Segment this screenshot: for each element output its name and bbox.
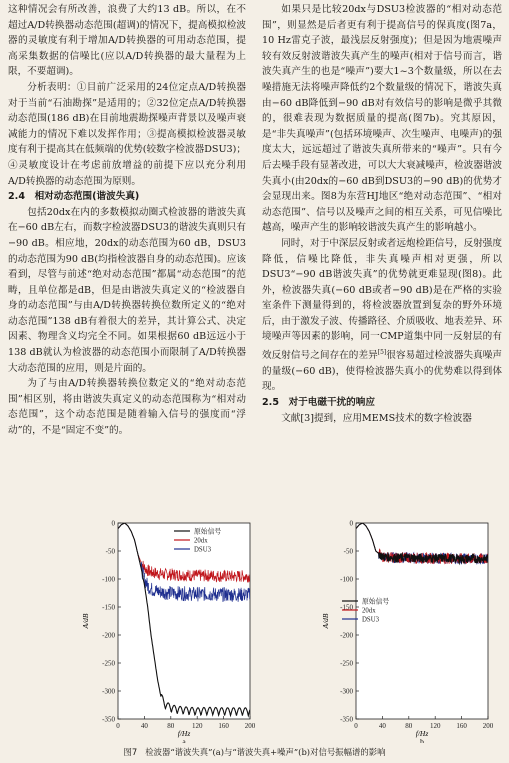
y-tick-label-b-4: -200 [340,631,353,640]
x-tick-label-b-1: 40 [378,722,386,730]
x-tick-label-b-0: 0 [354,722,358,730]
left-paragraph-2: 分析表明：①目前广泛采用的24位定点A/D转换器对于当前“石油勘探”是适用的；②32位定点A/D转换器动态范围(186 dB)在目前地震勘探噪声背景以及噪声衰减能力的情况下难以发挥作用；③提高模拟检波器灵敏度有利于提高其在低频端的优势(较数字检波器DSU3)；④灵敏度设计在考虑前放增益的前提下应以充分利用A/D转换器的动态范围为原则。 [8,81,246,187]
y-tick-label-a-3: -150 [102,603,115,612]
y-tick-label-a-1: -50 [105,547,115,556]
left-paragraph-1: 这种情况会有所改善，浪费了大约13 dB。所以，在不超过A/D转换器动态范围(超调)的情况下，提高模拟检波器的灵敏度有利于增加A/D转换器的可用动态范围，提高采集数据的信噪比(应以A/D转换器的最大量程为上限，不要超调)。 [8,4,246,78]
y-tick-label-b-6: -300 [340,687,353,696]
right-paragraph-1: 如果只是比较20dx与DSU3检波器的“相对动态范围”，则显然是后者更有利于提高信号的保真度(图7a，10 Hz雷克子波，最浅层反射强度)；但是因为地震噪声较有效反射波谐波失真产生的噪声(相对于信号而言，谐波失真产生的也是“噪声”)要大1~3个数量级，所以在去噪措施无法将噪声降低约2个数量级的情况下，谐波失真由−60 dB降低到−90 dB对有效信号的影响是微乎其微的，很难表现为数据质量的提高(图7b)。究其原因，是“非失真噪声”(包括环境噪声、次生噪声、电噪声)的强度太大，远远超过了谐波失真所带来的“噪声”。只有今后去噪手段有显著改进，可以大大衰减噪声，检波器谐波失真小(由20dx的−60 dB到DSU3的−90 dB)的优势才会显现出来。图8为东营HJ地区“绝对动态范围”、“相对动态范围”、信号以及噪声之间的相互关系，可见信噪比越高，噪声产生的影响较谐波失真产生的影响越小。 [262,4,502,234]
legend-label-a-dsu3: DSU3 [194,546,211,554]
legend-label-a-20dx: 20dx [194,537,208,545]
left-paragraph-4: 为了与由A/D转换器转换位数定义的“绝对动态范围”相区别，将由谐波失真定义的动态范围称为“相对动态范围”，这个动态范围是随着输入信号的强度而“浮动”的，不是“固定不变”的。 [8,378,246,437]
legend-label-b-original-signal: 原始信号 [362,598,390,606]
x-axis-label-b: f/Hz [415,729,429,738]
y-tick-label-b-1: -50 [343,547,353,556]
y-tick-label-a-6: -300 [102,687,115,696]
section-heading-2-4: 2.4 相对动态范围(谐波失真) [8,191,140,203]
y-tick-label-b-5: -250 [340,659,353,668]
y-tick-label-a-5: -250 [102,659,115,668]
y-tick-label-b-0: 0 [349,519,353,528]
y-tick-label-a-0: 0 [111,519,115,528]
x-tick-label-b-3: 120 [429,722,441,730]
figure-7-svg [6,519,503,743]
x-tick-label-a-4: 160 [218,722,229,730]
x-axis-label-a: f/Hz [177,729,191,738]
right-paragraph-2-text-a: 同时，对于中深层反射或者远炮检距信号，反射强度降低，信噪比降低，非失真噪声相对更强，所以DSU3“−90 dB谐波失真”的优势就更难显现(图8)。此外，检波器失真(−60 dB或者−90 dB)是在严格的实验室条件下测量得到的，将检波器放置到复杂的野外环境后，由于激发子波、传播路径、介质吸收、地表差异、环境噪声等因素的影响，同一CMP道集中同一反射层的有效反射信号之间存在的差异 [262,237,502,362]
y-tick-label-a-4: -200 [102,631,115,640]
x-tick-label-b-5: 200 [482,722,494,730]
citation-5: [5] [377,349,387,357]
legend-label-b-20dx: 20dx [362,607,376,615]
x-tick-label-a-3: 120 [191,722,203,730]
y-tick-label-b-3: -150 [340,603,353,612]
y-tick-label-a-2: -100 [102,575,115,584]
y-axis-label-b: A/dB [321,613,330,629]
section-heading-2-5: 2.5 对于电磁干扰的响应 [262,397,375,409]
left-column [8,2,246,439]
y-tick-label-b-2: -100 [340,575,353,584]
y-tick-label-a-7: -350 [102,715,115,724]
x-tick-label-a-0: 0 [116,722,120,730]
x-tick-label-b-4: 160 [456,722,467,730]
left-paragraph-3: 包括20dx在内的多数模拟动圈式检波器的谐波失真在−60 dB左右，而数字检波器DSU3的谐波失真则只有−90 dB。相应地，20dx的动态范围为60 dB，DSU3的动态范围为90 dB(均指检波器自身的动态范围)。应该看到，尽管与前述“绝对动态范围”都属“动态范围”的范畴，且单位都是dB，但是由谐波失真定义的“检波器自身的动态范围”与由A/D转换器转换位数所定义的“绝对动态范围”138 dB有着很大的差异，其计算公式、决定因素、物理含义均完全不同。如果根据60 dB远远小于138 dB就认为检波器的动态范围小而限制了A/D转换器大动态范围的应用，则是片面的。 [8,206,246,374]
right-paragraph-2-text-b: 很容易超过检波器失真噪声的量级(−60 dB)，使得检波器失真小的优势难以得到体现。 [262,350,502,393]
right-paragraph-2 [262,236,502,395]
y-axis-label-a: A/dB [81,613,90,629]
x-tick-label-a-1: 40 [140,722,148,730]
x-tick-label-a-2: 80 [167,722,175,730]
right-paragraph-3: 文献[3]提到，应用MEMS技术的数字检波器 [281,412,472,424]
x-tick-label-a-5: 200 [244,722,256,730]
figure-7 [6,519,503,743]
legend-label-b-dsu3: DSU3 [362,616,379,624]
panel-label-b: b [420,737,424,743]
panel-label-a: a [182,737,186,743]
legend-label-a-original-signal: 原始信号 [194,528,222,536]
caption-text: 检波器“谐波失真”(a)与“谐波失真+噪声”(b)对信号振幅谱的影响 [145,747,386,757]
caption-number: 图7 [123,747,138,757]
figure-7-caption [0,746,509,758]
y-tick-label-b-7: -350 [340,715,353,724]
x-tick-label-b-2: 80 [405,722,413,730]
right-column [262,2,502,426]
